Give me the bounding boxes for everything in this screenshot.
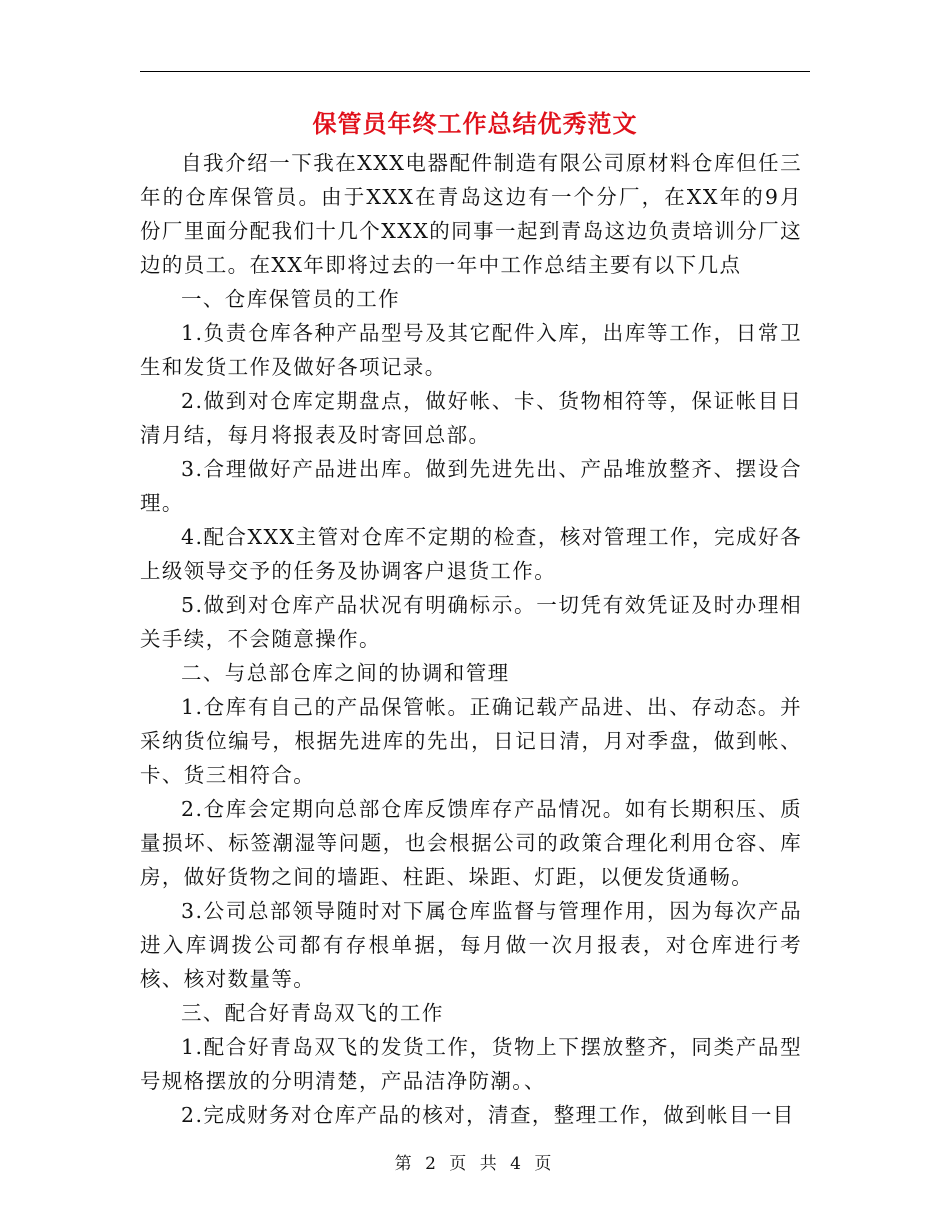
paragraph-1-5: 5.做到对仓库产品状况有明确标示。一切凭有效凭证及时办理相关手续，不会随意操作。	[140, 593, 802, 651]
page-footer: 第 2 页 共 4 页	[394, 1154, 556, 1174]
document-title: 保管员年终工作总结优秀范文	[312, 109, 638, 138]
paragraph-1-3: 3.合理做好产品进出库。做到先进先出、产品堆放整齐、摆设合理。	[140, 457, 802, 515]
paragraph-1-2: 2.做到对仓库定期盘点，做好帐、卡、货物相符等，保证帐目日清月结，每月将报表及时寄回总部。	[140, 389, 802, 447]
document-body	[140, 146, 802, 1132]
paragraph-2-3: 3.公司总部领导随时对下属仓库监督与管理作用，因为每次产品进入库调拨公司都有存根单据，每月做一次月报表，对仓库进行考核、核对数量等。	[140, 899, 802, 991]
paragraph-1-1: 1.负责仓库各种产品型号及其它配件入库，出库等工作，日常卫生和发货工作及做好各项记录。	[140, 321, 802, 379]
paragraph-1-4: 4.配合XXX主管对仓库不定期的检查，核对管理工作，完成好各上级领导交予的任务及协调客户退货工作。	[140, 525, 802, 583]
paragraph-3-2: 2.完成财务对仓库产品的核对，清查，整理工作，做到帐目一目	[181, 1103, 795, 1127]
paragraph-2-2: 2.仓库会定期向总部仓库反馈库存产品情况。如有长期积压、质量损坏、标签潮湿等问题，也会根据公司的政策合理化利用仓容、库房，做好货物之间的墙距、柱距、垛距、灯距，以便发货通畅。	[140, 797, 802, 889]
paragraph-intro: 自我介绍一下我在XXX电器配件制造有限公司原材料仓库但任三年的仓库保管员。由于XXX在青岛这边有一个分厂，在XX年的9月份厂里面分配我们十几个XXX的同事一起到青岛这边负责培训分厂这边的员工。在XX年即将过去的一年中工作总结主要有以下几点	[140, 151, 802, 277]
section-heading-2: 二、与总部仓库之间的协调和管理	[181, 661, 510, 685]
section-heading-3: 三、配合好青岛双飞的工作	[181, 1001, 444, 1025]
paragraph-3-1: 1.配合好青岛双飞的发货工作，货物上下摆放整齐，同类产品型号规格摆放的分明清楚，产品洁净防潮。、	[140, 1035, 802, 1093]
paragraph-2-1: 1.仓库有自己的产品保管帐。正确记载产品进、出、存动态。并采纳货位编号，根据先进库的先出，日记日清，月对季盘，做到帐、卡、货三相符合。	[140, 695, 802, 787]
header-rule	[140, 71, 810, 72]
section-heading-1: 一、仓库保管员的工作	[181, 287, 400, 311]
